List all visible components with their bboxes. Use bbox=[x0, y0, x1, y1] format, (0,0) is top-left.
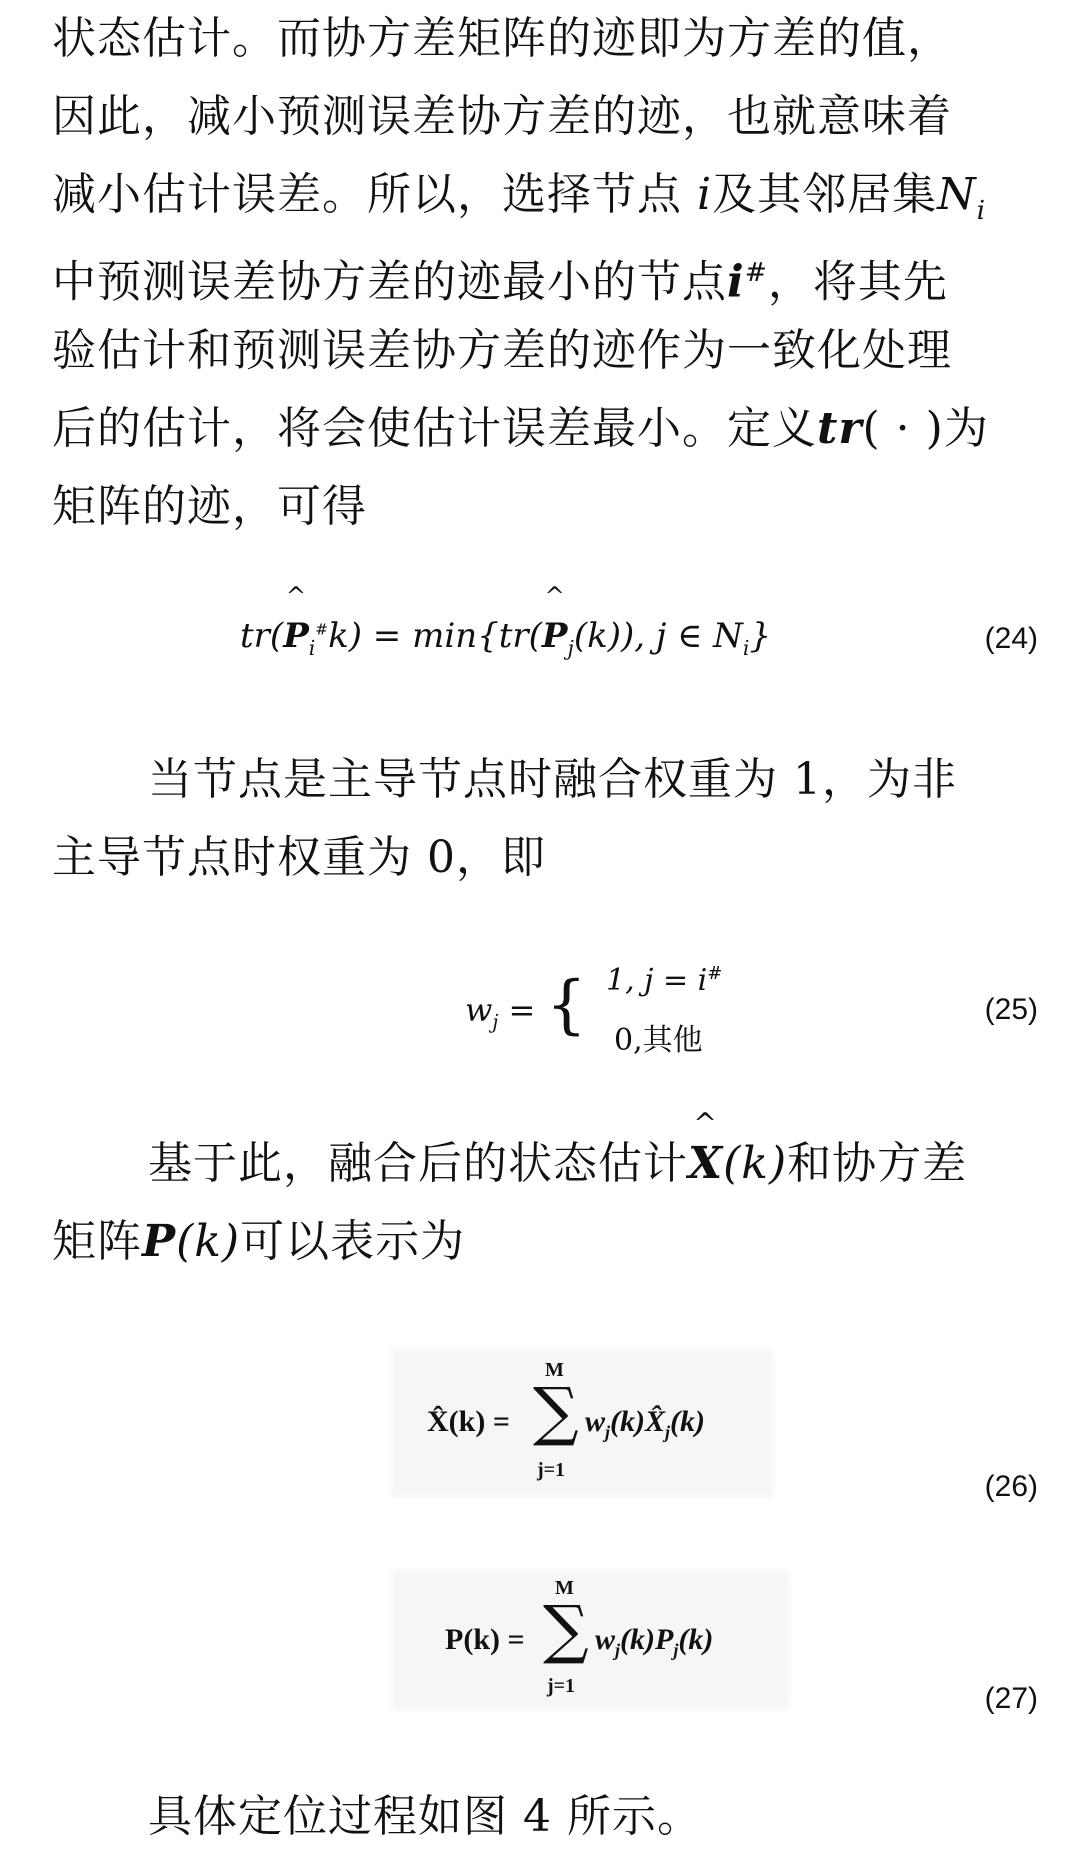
sum-upper-limit: M bbox=[555, 1577, 574, 1599]
equation-25-lhs bbox=[465, 991, 535, 1033]
text-run: 可以表示为 bbox=[240, 1216, 466, 1267]
eq-text: tr( bbox=[240, 616, 284, 656]
eq-sub: j bbox=[673, 1640, 679, 1660]
eq-sup: # bbox=[707, 963, 723, 984]
equation-27-lhs: P(k) = bbox=[445, 1623, 525, 1656]
eq-bold-P: P bbox=[283, 616, 309, 656]
equation-27-image bbox=[395, 1575, 785, 1705]
sigma-symbol: ∑ bbox=[533, 1375, 579, 1449]
math-sub-i: i bbox=[976, 194, 987, 226]
math-var-i-hash: i bbox=[727, 256, 745, 308]
paragraph-line: 因此，减小预测误差协方差的迹，也就意味着 bbox=[52, 91, 952, 142]
equation-26-lhs: X̂(k) = bbox=[427, 1405, 510, 1438]
paragraph-line: 当节点是主导节点时融合权重为 1，为非 bbox=[148, 754, 957, 805]
sum-lower-limit: j=1 bbox=[547, 1675, 576, 1697]
eq-sub: i bbox=[742, 635, 750, 660]
text-run: 和协方差 bbox=[787, 1138, 968, 1189]
paragraph-line: 矩阵的迹，可得 bbox=[52, 481, 367, 532]
paragraph-line-select-node bbox=[52, 156, 1036, 234]
text-run: 基于此，融合后的状态估计 bbox=[148, 1138, 688, 1189]
paragraph-line: 状态估计。而协方差矩阵的迹即为方差的值， bbox=[52, 13, 952, 64]
math-tr: tr bbox=[817, 403, 863, 454]
text-run: 后的估计，将会使估计误差最小。定义 bbox=[52, 403, 817, 454]
eq-text: (k)), j ∈ N bbox=[573, 616, 743, 656]
math-k: (k) bbox=[723, 1138, 788, 1189]
equation-24-body bbox=[240, 582, 772, 660]
paragraph-weights bbox=[52, 741, 1036, 897]
paragraph-line-define-tr bbox=[52, 390, 1036, 468]
eq-equals: = bbox=[498, 991, 536, 1029]
eq-sub: j bbox=[665, 1422, 671, 1442]
text-run: 为 bbox=[943, 403, 989, 454]
math-bold-P: P bbox=[142, 1216, 177, 1267]
equation-26-rhs bbox=[585, 1405, 705, 1443]
equation-brace: { bbox=[546, 968, 587, 1042]
eq-text: k) = min{tr( bbox=[328, 616, 542, 656]
equation-27-rhs bbox=[595, 1623, 713, 1661]
paragraph-line-fused-state bbox=[52, 1107, 1036, 1203]
paragraph-line: 验估计和预测误差协方差的迹作为一致化处理 bbox=[52, 325, 952, 376]
math-sup-hash: # bbox=[744, 257, 768, 288]
eq-text: (k)P bbox=[620, 1623, 674, 1656]
eq-sub: j bbox=[615, 1640, 621, 1660]
eq-sub: j bbox=[605, 1422, 611, 1442]
eq-text: w bbox=[595, 1623, 616, 1656]
hat-P bbox=[283, 582, 309, 656]
text-run: 矩阵 bbox=[52, 1216, 142, 1267]
paragraph-line: 主导节点时权重为 0，即 bbox=[52, 832, 546, 883]
hat-accent: ^ bbox=[693, 1107, 718, 1140]
paragraph-line-min-trace bbox=[52, 234, 1036, 312]
text-run: ，将其先 bbox=[767, 256, 948, 308]
text-run: 及其邻居集 bbox=[712, 169, 938, 220]
hat-P bbox=[541, 582, 568, 656]
equation-number-27: (27) bbox=[984, 1682, 1038, 1715]
math-paren: ( · ) bbox=[862, 403, 944, 454]
eq-text: w bbox=[585, 1405, 606, 1438]
equation-number-26: (26) bbox=[984, 1470, 1038, 1503]
eq-sup: # bbox=[315, 620, 329, 639]
sum-lower-limit: j=1 bbox=[537, 1459, 566, 1481]
eq-sub: i bbox=[308, 635, 316, 660]
math-var-N: N bbox=[937, 169, 977, 220]
math-var-i: i bbox=[697, 169, 713, 220]
equation-26-image bbox=[395, 1353, 770, 1493]
math-bold-X: X bbox=[688, 1138, 724, 1189]
paragraph-line-covariance bbox=[52, 1203, 1036, 1281]
eq-text: (k)X̂ bbox=[610, 1405, 666, 1438]
math-k: (k) bbox=[176, 1216, 241, 1267]
hat-X bbox=[688, 1107, 724, 1203]
eq-text: (k) bbox=[670, 1405, 706, 1438]
eq-text: } bbox=[749, 616, 772, 656]
equation-25 bbox=[0, 955, 1080, 1065]
equation-24 bbox=[0, 582, 1080, 670]
equation-number: (25) bbox=[984, 993, 1038, 1026]
sum-upper-limit: M bbox=[545, 1359, 564, 1381]
hat-accent: ^ bbox=[285, 582, 307, 610]
equation-number: (24) bbox=[984, 622, 1038, 655]
equation-case-2: 0,其他 bbox=[614, 1023, 703, 1058]
eq-sub: j bbox=[492, 1010, 499, 1034]
eq-sub: j bbox=[567, 635, 574, 660]
hat-accent: ^ bbox=[544, 582, 565, 610]
eq-bold-P: P bbox=[541, 616, 568, 656]
paragraph-fusion bbox=[52, 1107, 1036, 1281]
eq-text: (k) bbox=[678, 1623, 714, 1656]
paragraph-line: 具体定位过程如图 4 所示。 bbox=[148, 1791, 702, 1842]
eq-var-w: w bbox=[465, 991, 493, 1029]
text-run: 中预测误差协方差的迹最小的节点 bbox=[52, 256, 727, 308]
equation-case-1 bbox=[606, 963, 722, 998]
eq-text: 1, j = i bbox=[606, 963, 708, 998]
sigma-symbol: ∑ bbox=[543, 1593, 589, 1667]
text-run: 减小估计误差。所以，选择节点 bbox=[52, 169, 682, 220]
paragraph-state-estimation bbox=[52, 0, 1036, 546]
paragraph-figure-ref bbox=[52, 1778, 1036, 1856]
